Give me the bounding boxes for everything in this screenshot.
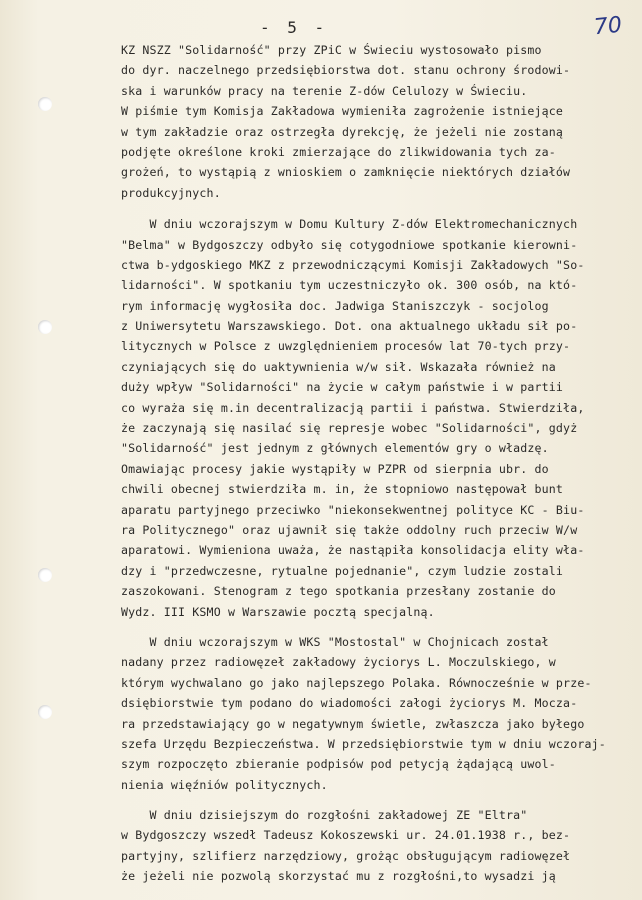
punch-hole [38, 705, 52, 719]
text-line: lidarności". W spotkaniu tym uczestniczyło ok. 300 osób, na któ- [121, 278, 578, 293]
text-line: "Solidarność" jest jednym z głównych elementów gry o władzę. [121, 441, 549, 456]
text-line: ska i warunków pracy na terenie Z-dów Celulozy w Świeciu. [121, 83, 528, 98]
punch-hole [38, 320, 52, 334]
text-line: ra przedstawiający go w negatywnym świetle, zwłaszcza jako byłego [121, 716, 585, 731]
text-line: produkcyjnych. [121, 185, 221, 200]
text-line: zaszokowani. Stenogram z tego spotkania przesłany zostanie do [121, 584, 556, 599]
paragraph [121, 40, 621, 203]
text-line: duży wpływ "Solidarności" na życie w całym państwie i w partii [121, 380, 564, 395]
text-line: w Bydgoszczy wszedł Tadeusz Kokoszewski ur. 24.01.1938 r., bez- [121, 828, 571, 843]
text-line: Omawiając procesy jakie wystąpiły w PZPR od sierpnia ubr. do [121, 461, 549, 476]
text-line: grożeń, to wystąpią z wnioskiem o zamknięcie niektórych działów [121, 165, 571, 180]
punch-hole [38, 97, 52, 111]
text-line: aparatowi. Wymieniona uważa, że nastąpiła konsolidacja elity wła- [121, 543, 585, 558]
text-line: do dyr. naczelnego przedsiębiorstwa dot. stanu ochrony środowi- [121, 63, 571, 78]
text-line: partyjny, szlifierz narzędziowy, grożąc obsługującym radiowęzeł [121, 848, 571, 863]
paragraph [121, 805, 621, 887]
text-line: W dniu wczorajszym w WKS "Mostostal" w Chojnicach został [121, 634, 549, 649]
punch-hole [38, 568, 52, 582]
text-line: W dniu dzisiejszym do rozgłośni zakładowej ZE "Eltra" [121, 808, 528, 823]
paragraph [121, 214, 621, 622]
text-line: nienia więźniów politycznych. [121, 777, 328, 792]
text-line: że zaczynają się nasilać się represje wobec "Solidarności", gdyż [121, 421, 578, 436]
document-body [121, 40, 621, 887]
text-line: z Uniwersytetu Warszawskiego. Dot. ona aktualnego układu sił po- [121, 319, 578, 334]
text-line: dzy i "przedwczesne, rytualne pojednanie", czym ludzie zostali [121, 563, 564, 578]
text-line: chwili obecnej stwierdziła m. in, że stopniowo następował bunt [121, 482, 564, 497]
text-line: Wydz. III KSMO w Warszawie pocztą specjalną. [121, 604, 435, 619]
text-line: W dniu wczorajszym w Domu Kultury Z-dów Elektromechanicznych [121, 217, 578, 232]
text-line: podjęte określone kroki zmierzające do zlikwidowania tych za- [121, 144, 556, 159]
text-line: co wyraża się m.in decentralizacją partii i państwa. Stwierdziła, [121, 400, 585, 415]
page-number: - 5 - [260, 18, 329, 37]
text-line: ra Politycznego" oraz ujawnił się także oddolny ruch przeciw W/w [121, 522, 578, 537]
text-line: "Belma" w Bydgoszczy odbyło się cotygodniowe spotkanie kierowni- [121, 237, 578, 252]
text-line: KZ NSZZ "Solidarność" przy ZPiC w Świeciu wystosowało pismo [121, 43, 542, 57]
text-line: aparatu partyjnego przeciwko "niekonsekwentnej polityce KC - Biu- [121, 502, 585, 517]
text-line: ctwa b-ydgoskiego MKZ z przewodniczącymi Komisji Zakładowych "So- [121, 257, 585, 272]
text-line: rym informację wygłosiła doc. Jadwiga Staniszczyk - socjolog [121, 298, 549, 313]
text-line: szym rozpoczęto zbieranie podpisów pod petycją żądającą uwol- [121, 757, 556, 772]
text-line: nadany przez radiowęzeł zakładowy życiorys L. Moczulskiego, w [121, 655, 556, 670]
text-line: którym wychwalano go jako najlepszego Polaka. Równocześnie w prze- [121, 675, 592, 690]
text-line: dsiębiorstwie tym podano do wiadomości załogi życiorys M. Mocza- [121, 696, 578, 711]
text-line: w tym zakładzie oraz ostrzegła dyrekcję, że jeżeli nie zostaną [121, 124, 564, 139]
text-line: czyniających się do uaktywnienia w/w sił. Wskazała również na [121, 359, 556, 374]
text-line: litycznych w Polsce z uwzględnieniem procesów lat 70-tych przy- [121, 339, 571, 354]
text-line: W piśmie tym Komisja Zakładowa wymieniła zagrożenie istniejące [121, 104, 564, 119]
paragraph [121, 632, 621, 795]
text-line: szefa Urzędu Bezpieczeństwa. W przedsiębiorstwie tym w dniu wczoraj- [121, 736, 606, 751]
page-header [0, 12, 642, 42]
text-line: że jeżeli nie pozwolą skorzystać mu z rozgłośni,to wysadzi ją [121, 869, 556, 884]
archive-page-number: 70 [592, 12, 624, 41]
